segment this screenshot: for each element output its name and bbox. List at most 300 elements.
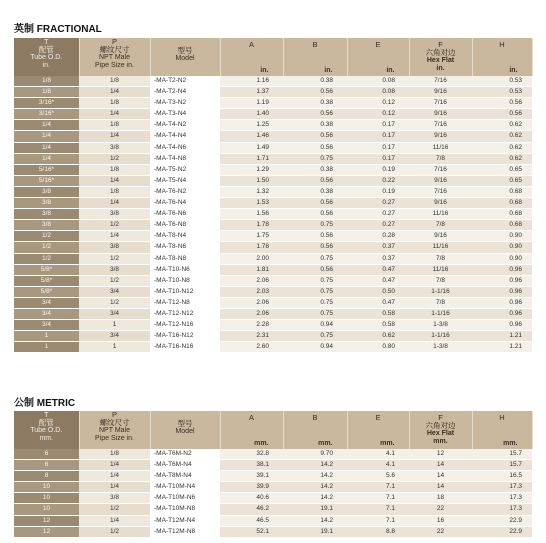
e-cell: 0.19 [347,186,409,197]
header-en: NPT Male [99,427,130,434]
h-cell: 0.56 [472,109,532,120]
pipe-size-cell: 1 [79,320,150,331]
a-cell: 32.8 [220,449,283,460]
model-cell: -MA-T4-N8 [150,153,220,164]
b-cell: 14.2 [283,493,347,504]
tube-od-cell: 1/8 [14,76,79,87]
b-cell: 0.56 [283,264,347,275]
h-cell: 0.65 [472,175,532,186]
fractional-table-body [14,76,532,353]
header-h [472,411,532,449]
header-letter: B [312,40,318,49]
h-cell: 0.90 [472,242,532,253]
table-row [14,504,532,515]
table-row [14,87,532,98]
header-pipe-size [79,411,150,449]
header-letter: F [438,40,443,49]
b-cell: 0.75 [283,297,347,308]
tube-od-cell: 5/8* [14,264,79,275]
header-letter: P [111,410,117,419]
e-cell: 0.37 [347,242,409,253]
a-cell: 2.06 [220,308,283,319]
h-cell: 0.96 [472,320,532,331]
header-a [220,411,283,449]
hex-flat-cell: 7/8 [409,220,472,231]
e-cell: 0.19 [347,164,409,175]
pipe-size-cell: 3/8 [79,142,150,153]
table-row [14,198,532,209]
hex-flat-cell: 1-1/16 [409,286,472,297]
a-cell: 2.28 [220,320,283,331]
model-cell: -MA-T8-N8 [150,253,220,264]
header-unit: mm. [254,440,269,447]
hex-flat-cell: 1-3/8 [409,320,472,331]
table-row [14,175,532,186]
b-cell: 0.38 [283,76,347,87]
pipe-size-cell: 1/4 [79,460,150,471]
model-cell: -MA-T16-N16 [150,342,220,353]
e-cell: 0.47 [347,264,409,275]
header-cn: 螺纹尺寸 [99,418,130,427]
header-letter: T [43,410,49,419]
tube-od-cell: 6 [14,449,79,460]
tube-od-cell: 3/16* [14,109,79,120]
h-cell: 0.56 [472,98,532,109]
table-row [14,526,532,537]
tube-od-cell: 3/8 [14,186,79,197]
pipe-size-cell: 1/2 [79,297,150,308]
pipe-size-cell: 1/8 [79,120,150,131]
model-cell: -MA-T5-N4 [150,175,220,186]
table-row [14,297,532,308]
b-cell: 0.56 [283,142,347,153]
a-cell: 1.25 [220,120,283,131]
model-cell: -MA-T12-N8 [150,297,220,308]
header-unit: in. [324,67,333,74]
hex-flat-cell: 11/16 [409,264,472,275]
pipe-size-cell: 3/4 [79,308,150,319]
e-cell: 0.58 [347,308,409,319]
e-cell: 0.62 [347,331,409,342]
a-cell: 1.46 [220,131,283,142]
model-cell: -MA-T12-N16 [150,320,220,331]
table-row [14,231,532,242]
h-cell: 16.5 [472,471,532,482]
a-cell: 1.78 [220,220,283,231]
hex-flat-cell: 7/8 [409,297,472,308]
a-cell: 1.78 [220,242,283,253]
header-en: Model [175,428,195,435]
table-row [14,253,532,264]
table-row [14,220,532,231]
header-en: Hex Flat [426,430,455,437]
h-cell: 0.53 [472,87,532,98]
table-row [14,131,532,142]
hex-flat-cell: 9/16 [409,131,472,142]
h-cell: 17.3 [472,504,532,515]
a-cell: 46.5 [220,515,283,526]
hex-flat-cell: 7/16 [409,76,472,87]
tube-od-cell: 5/16* [14,175,79,186]
model-cell: -MA-T6M-N2 [150,449,220,460]
model-cell: -MA-T5-N2 [150,164,220,175]
header-en: Model [175,55,195,62]
header-b [283,411,347,449]
h-cell: 15.7 [472,449,532,460]
a-cell: 1.71 [220,153,283,164]
pipe-size-cell: 1/4 [79,515,150,526]
header-unit: mm. [39,435,54,442]
e-cell: 0.28 [347,231,409,242]
a-cell: 52.1 [220,526,283,537]
a-cell: 1.16 [220,76,283,87]
header-letter: A [248,40,254,49]
tube-od-cell: 1/4 [14,153,79,164]
e-cell: 5.6 [347,471,409,482]
tube-od-cell: 3/16* [14,98,79,109]
pipe-size-cell: 1/4 [79,175,150,186]
b-cell: 19.1 [283,526,347,537]
tube-od-cell: 3/4 [14,297,79,308]
hex-flat-cell: 7/16 [409,164,472,175]
e-cell: 7.1 [347,515,409,526]
header-unit: mm. [380,440,395,447]
b-cell: 0.56 [283,231,347,242]
a-cell: 1.49 [220,142,283,153]
a-cell: 1.19 [220,98,283,109]
fractional-spec-table [14,38,533,353]
e-cell: 0.47 [347,297,409,308]
header-b [283,38,347,76]
h-cell: 0.68 [472,220,532,231]
a-cell: 1.50 [220,175,283,186]
pipe-size-cell: 3/8 [79,264,150,275]
pipe-size-cell: 1/4 [79,471,150,482]
e-cell: 0.37 [347,253,409,264]
b-cell: 14.2 [283,482,347,493]
header-cn: 配管 [38,45,54,54]
model-cell: -MA-T3-N4 [150,109,220,120]
e-cell: 0.50 [347,286,409,297]
b-cell: 19.1 [283,504,347,515]
table-row [14,142,532,153]
header-f-hex-flat [409,38,472,76]
b-cell: 0.38 [283,98,347,109]
pipe-size-cell: 1/4 [79,482,150,493]
tube-od-cell: 5/16* [14,164,79,175]
b-cell: 0.75 [283,275,347,286]
a-cell: 2.31 [220,331,283,342]
model-cell: -MA-T8M-N4 [150,471,220,482]
b-cell: 0.56 [283,131,347,142]
table-row [14,109,532,120]
fractional-section-title [14,20,102,35]
header-unit: in. [509,67,518,74]
tube-od-cell: 10 [14,493,79,504]
model-cell: -MA-T2-N2 [150,76,220,87]
hex-flat-cell: 7/16 [409,120,472,131]
model-cell: -MA-T10M-N4 [150,482,220,493]
a-cell: 40.6 [220,493,283,504]
a-cell: 2.00 [220,253,283,264]
pipe-size-cell: 1/2 [79,153,150,164]
tube-od-cell: 3/8 [14,220,79,231]
h-cell: 0.96 [472,297,532,308]
table-row [14,308,532,319]
hex-flat-cell: 22 [409,526,472,537]
e-cell: 0.08 [347,87,409,98]
h-cell: 0.90 [472,253,532,264]
b-cell: 14.2 [283,471,347,482]
table-row [14,264,532,275]
pipe-size-cell: 1/2 [79,220,150,231]
pipe-size-cell: 1/8 [79,449,150,460]
table-row [14,186,532,197]
hex-flat-cell: 1-1/16 [409,308,472,319]
pipe-size-cell: 1/4 [79,87,150,98]
model-cell: -MA-T10M-N8 [150,504,220,515]
e-cell: 4.1 [347,449,409,460]
header-model [150,411,220,449]
metric-section-title [14,394,75,409]
a-cell: 1.37 [220,87,283,98]
e-cell: 4.1 [347,460,409,471]
header-en: Pipe Size in. [95,435,134,442]
b-cell: 0.94 [283,320,347,331]
b-cell: 0.75 [283,153,347,164]
table-row [14,449,532,460]
a-cell: 38.1 [220,460,283,471]
model-cell: -MA-T12-N12 [150,308,220,319]
b-cell: 9.70 [283,449,347,460]
hex-flat-cell: 11/16 [409,142,472,153]
tube-od-cell: 3/4 [14,308,79,319]
fractional-header-row [14,38,532,76]
pipe-size-cell: 1/4 [79,131,150,142]
b-cell: 0.56 [283,242,347,253]
b-cell: 0.75 [283,220,347,231]
table-row [14,275,532,286]
model-cell: -MA-T4-N2 [150,120,220,131]
a-cell: 39.9 [220,482,283,493]
header-tube-od [14,411,79,449]
table-row [14,482,532,493]
tube-od-cell: 5/8* [14,275,79,286]
hex-flat-cell: 1-3/8 [409,342,472,353]
header-unit: in. [386,67,395,74]
header-letter: T [43,37,49,46]
tube-od-cell: 8 [14,471,79,482]
a-cell: 1.40 [220,109,283,120]
h-cell: 15.7 [472,460,532,471]
metric-spec-table [14,411,533,538]
e-cell: 0.17 [347,120,409,131]
b-cell: 0.56 [283,209,347,220]
model-cell: -MA-T16-N12 [150,331,220,342]
tube-od-cell: 1/2 [14,253,79,264]
a-cell: 1.81 [220,264,283,275]
e-cell: 0.08 [347,76,409,87]
e-cell: 0.27 [347,220,409,231]
hex-flat-cell: 1-1/16 [409,331,472,342]
e-cell: 0.17 [347,153,409,164]
tube-od-cell: 1/4 [14,142,79,153]
h-cell: 17.3 [472,482,532,493]
header-unit: mm. [503,440,518,447]
model-cell: -MA-T12M-N8 [150,526,220,537]
e-cell: 0.47 [347,275,409,286]
e-cell: 0.12 [347,98,409,109]
pipe-size-cell: 3/8 [79,493,150,504]
a-cell: 1.53 [220,198,283,209]
fractional-title-cn: 英制 [14,24,34,35]
a-cell: 46.2 [220,504,283,515]
model-cell: -MA-T6-N6 [150,209,220,220]
header-letter: E [375,40,381,49]
table-row [14,98,532,109]
pipe-size-cell: 1/4 [79,198,150,209]
a-cell: 2.60 [220,342,283,353]
header-en: Pipe Size in. [95,62,134,69]
pipe-size-cell: 1/4 [79,109,150,120]
b-cell: 0.38 [283,120,347,131]
table-row [14,471,532,482]
e-cell: 0.22 [347,175,409,186]
h-cell: 0.62 [472,120,532,131]
pipe-size-cell: 3/4 [79,286,150,297]
h-cell: 22.9 [472,526,532,537]
header-cn: 型号 [177,46,193,55]
table-row [14,209,532,220]
e-cell: 0.17 [347,142,409,153]
table-row [14,515,532,526]
b-cell: 0.56 [283,87,347,98]
header-letter: E [375,413,381,422]
pipe-size-cell: 1/8 [79,98,150,109]
header-en: Tube O.D. [30,427,63,434]
table-row [14,493,532,504]
model-cell: -MA-T2-N4 [150,87,220,98]
e-cell: 7.1 [347,504,409,515]
hex-flat-cell: 16 [409,515,472,526]
tube-od-cell: 1/2 [14,242,79,253]
h-cell: 0.65 [472,164,532,175]
model-cell: -MA-T10M-N6 [150,493,220,504]
metric-table-body [14,449,532,537]
header-a [220,38,283,76]
header-tube-od [14,38,79,76]
metric-title-en: METRIC [36,398,76,409]
header-letter: P [111,37,117,46]
e-cell: 0.12 [347,109,409,120]
model-cell: -MA-T8-N4 [150,231,220,242]
hex-flat-cell: 22 [409,504,472,515]
model-cell: -MA-T6-N4 [150,198,220,209]
tube-od-cell: 6 [14,460,79,471]
model-cell: -MA-T10-N8 [150,275,220,286]
tube-od-cell: 1/8 [14,87,79,98]
pipe-size-cell: 3/8 [79,209,150,220]
e-cell: 0.27 [347,198,409,209]
hex-flat-cell: 7/8 [409,253,472,264]
table-row [14,153,532,164]
tube-od-cell: 3/4 [14,320,79,331]
header-unit: mm. [318,440,333,447]
tube-od-cell: 5/8* [14,286,79,297]
e-cell: 0.17 [347,131,409,142]
pipe-size-cell: 3/8 [79,242,150,253]
a-cell: 2.06 [220,297,283,308]
e-cell: 0.27 [347,209,409,220]
model-cell: -MA-T6-N2 [150,186,220,197]
hex-flat-cell: 7/8 [409,153,472,164]
table-row [14,331,532,342]
e-cell: 7.1 [347,482,409,493]
pipe-size-cell: 1/2 [79,275,150,286]
header-cn: 六角对边 [425,421,456,430]
hex-flat-cell: 14 [409,471,472,482]
hex-flat-cell: 9/16 [409,175,472,186]
table-row [14,460,532,471]
a-cell: 1.32 [220,186,283,197]
header-unit: in. [260,67,269,74]
b-cell: 14.2 [283,515,347,526]
table-row [14,286,532,297]
b-cell: 0.94 [283,342,347,353]
header-cn: 配管 [38,418,54,427]
table-row [14,342,532,353]
model-cell: -MA-T6-N8 [150,220,220,231]
a-cell: 39.1 [220,471,283,482]
header-unit: in. [42,62,50,69]
model-cell: -MA-T8-N6 [150,242,220,253]
b-cell: 0.38 [283,164,347,175]
b-cell: 0.38 [283,186,347,197]
pipe-size-cell: 1/4 [79,231,150,242]
h-cell: 0.96 [472,308,532,319]
b-cell: 0.75 [283,331,347,342]
hex-flat-cell: 9/16 [409,231,472,242]
pipe-size-cell: 1/8 [79,164,150,175]
a-cell: 2.03 [220,286,283,297]
h-cell: 0.90 [472,231,532,242]
tube-od-cell: 12 [14,515,79,526]
e-cell: 8.8 [347,526,409,537]
fractional-title-en: FRACTIONAL [36,24,102,35]
h-cell: 22.9 [472,515,532,526]
hex-flat-cell: 9/16 [409,87,472,98]
model-cell: -MA-T3-N2 [150,98,220,109]
pipe-size-cell: 1 [79,342,150,353]
hex-flat-cell: 7/16 [409,186,472,197]
h-cell: 0.96 [472,264,532,275]
a-cell: 1.29 [220,164,283,175]
b-cell: 14.2 [283,460,347,471]
model-cell: -MA-T10-N6 [150,264,220,275]
h-cell: 0.62 [472,153,532,164]
model-cell: -MA-T4-N4 [150,131,220,142]
header-letter: H [499,413,505,422]
model-cell: -MA-T6M-N4 [150,460,220,471]
table-row [14,242,532,253]
tube-od-cell: 1 [14,342,79,353]
h-cell: 0.53 [472,76,532,87]
tube-od-cell: 3/8 [14,198,79,209]
table-row [14,120,532,131]
pipe-size-cell: 3/4 [79,331,150,342]
tube-od-cell: 1 [14,331,79,342]
header-en: Hex Flat [426,57,455,64]
